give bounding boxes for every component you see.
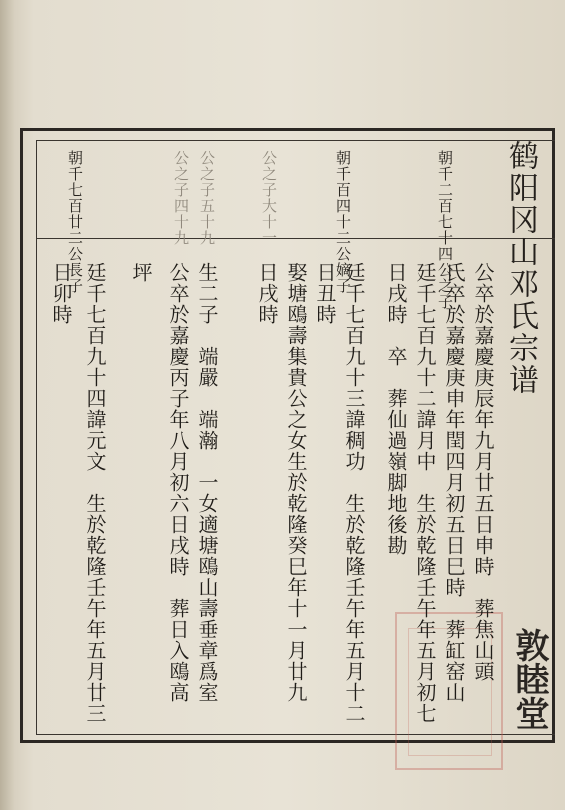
column-1: 公卒於嘉慶庚辰年九月廿五日申時 葬焦山頭	[471, 262, 495, 682]
column-6: 日丑時	[313, 262, 337, 325]
column-10: 公卒於嘉慶丙子年八月初六日戌時 葬日入鴎高	[166, 262, 190, 703]
faint-note-2: 公之子五十九	[198, 150, 216, 246]
note-parent-3: 朝千七百廿二公長子	[66, 150, 84, 294]
faint-note-1: 公之子大十一	[260, 150, 278, 246]
column-11: 坪	[129, 262, 153, 283]
column-7: 娶塘鴎壽集貴公之女生於乾隆癸巳年十一月廿九	[284, 262, 308, 703]
column-12: 廷千七百九十四諱元文 生於乾隆壬午年五月廿三	[83, 262, 107, 724]
book-spine	[0, 0, 14, 810]
column-9: 生二子 端嚴 端瀚 一女適塘鴎山壽垂章爲室	[195, 262, 219, 703]
column-8: 日戌時	[255, 262, 279, 325]
book-title: 鹤阳冈山邓氏宗谱	[503, 140, 538, 396]
column-3: 廷千七百九十二諱月中 生於乾隆壬午年五月初七	[413, 262, 437, 724]
header-divider	[36, 238, 555, 239]
faint-note-3: 公之子四十九	[172, 150, 190, 246]
column-4: 日戌時 卒 葬仙過嶺脚地後勘	[384, 262, 408, 556]
note-parent-2: 朝千百四十二公嫡子	[334, 150, 352, 294]
note-parent-1: 朝千二百七十四公之子	[436, 150, 454, 310]
column-2: 氏卒於嘉慶庚申年閏四月初五日巳時 葬缸窑山	[442, 262, 466, 703]
column-5: 廷千七百九十三諱稠功 生於乾隆壬午年五月十二	[342, 262, 366, 724]
column-13: 日卯時	[49, 262, 73, 325]
hall-name: 敦睦堂	[509, 628, 549, 730]
